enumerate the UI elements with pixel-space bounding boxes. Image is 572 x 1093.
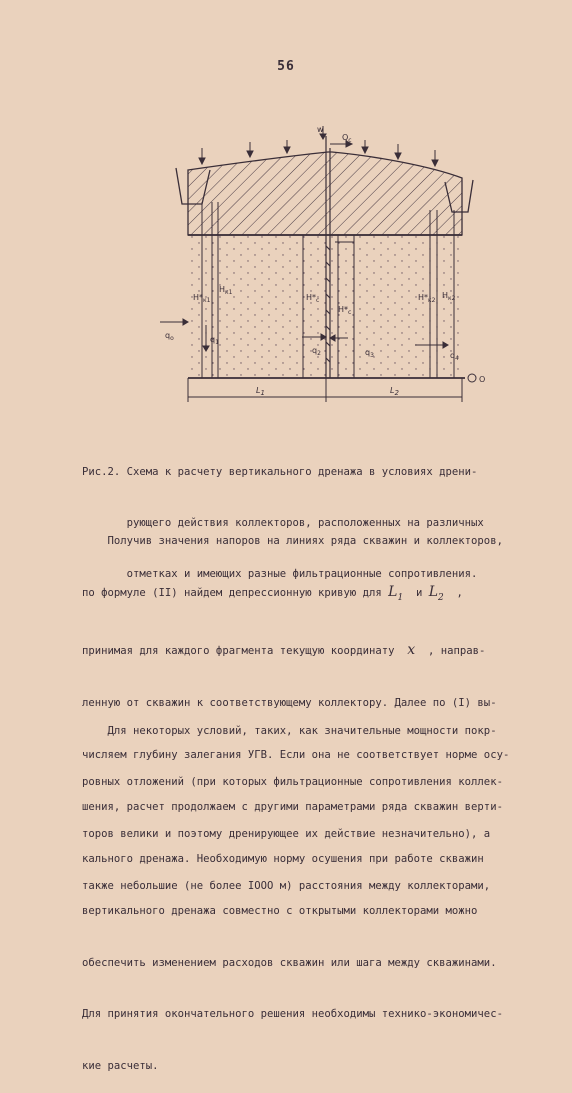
text-span: , xyxy=(443,587,463,600)
text-line: также небольшие (не более IOOO м) расстояния между коллекторами, xyxy=(82,880,491,893)
text-line: шения, расчет продолжаем с другими параметрами ряда скважин верти- xyxy=(82,800,503,813)
text-line: вертикального дренажа совместно с открытыми коллекторами можно xyxy=(82,904,478,917)
label-q1: $q_1$ xyxy=(210,335,219,346)
text-line: торов велики и поэтому дренирующее их действие незначительно), а xyxy=(82,828,491,841)
text-line: кие расчеты. xyxy=(82,1060,159,1073)
text-line: Для принятия окончательного решения необходимы технико-экономичес- xyxy=(82,1008,503,1021)
label-origin: O xyxy=(479,375,486,384)
label-hc1: $H*_c$ xyxy=(306,293,320,304)
label-l2: L2 xyxy=(390,386,399,397)
text-line: ровных отложений (при которых фильтрационные сопротивления коллек- xyxy=(82,776,503,789)
variable-x: x xyxy=(407,642,416,659)
body-paragraph-2 xyxy=(82,688,552,913)
label-w: w xyxy=(317,125,324,134)
label-q0: $q_o$ xyxy=(165,331,174,342)
text-span: принимая для каждого фрагмента текущую координату xyxy=(82,645,408,658)
hatched-cover-layer xyxy=(188,152,462,235)
variable-l2: $L_2$ xyxy=(428,584,444,604)
text-line: числяем глубину залегания УГВ. Если она не соответствует норме осу- xyxy=(82,748,510,761)
dotted-aquifer-layer xyxy=(188,235,462,377)
label-qc: $Q_c$ xyxy=(342,133,352,144)
text-span: , направ- xyxy=(415,645,486,658)
drainage-scheme-figure xyxy=(140,120,500,410)
origin-marker xyxy=(468,374,476,382)
text-line: Получив значения напоров на линиях ряда скважин и коллекторов, xyxy=(82,534,503,547)
text-span: и xyxy=(403,587,429,600)
text-line: кального дренажа. Необходимую норму осушения при работе скважин xyxy=(82,852,484,865)
text-line: обеспечить изменением расходов скважин или шага между скважинами. xyxy=(82,956,497,969)
label-hk2b: $H_{к2}$ xyxy=(442,291,456,302)
label-hk2: $H*_{к2}$ xyxy=(418,293,436,304)
label-q2: $q_2$ xyxy=(312,346,321,357)
caption-line: отметках и имеющих разные фильтрационные сопротивления. xyxy=(82,568,478,580)
text-span: по формуле (II) найдем депрессионную кривую для xyxy=(82,587,389,600)
page-number: 56 xyxy=(277,59,295,74)
label-l1: L1 xyxy=(256,386,265,397)
label-hk1: $H*_{к1}$ xyxy=(193,293,211,304)
length-dimensions xyxy=(188,378,462,402)
label-q3: $q_3$ xyxy=(365,348,374,359)
label-q4: $q_4$ xyxy=(450,351,459,362)
text-line: ленную от скважин к соответствующему коллектору. Далее по (I) вы- xyxy=(82,697,497,710)
text-line-with-variables xyxy=(82,584,552,607)
label-hc2: $H*_c$ xyxy=(338,305,352,316)
variable-l1: $L_1$ xyxy=(388,584,404,604)
text-line: Для некоторых условий, таких, как значительные мощности покр- xyxy=(82,724,497,737)
caption-line: Рис.2. Схема к расчету вертикального дренажа в условиях дрени- xyxy=(82,466,478,478)
text-line-with-variable xyxy=(82,642,552,660)
caption-line: рующего действия коллекторов, расположенных на различных xyxy=(82,517,484,529)
label-hk1b: $H_{к1}$ xyxy=(219,285,233,296)
